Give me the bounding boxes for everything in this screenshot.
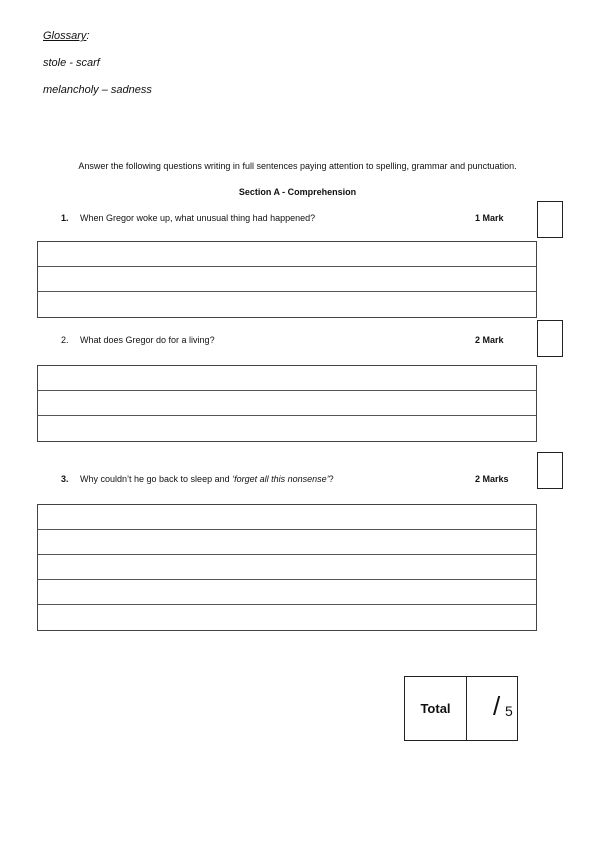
question-3-number: 3. <box>61 474 69 484</box>
question-2-number: 2. <box>61 335 69 345</box>
glossary-entry-stole: stole - scarf <box>43 57 100 69</box>
question-3-answer-box[interactable] <box>37 504 537 631</box>
question-3-text-before: Why couldn’t he go back to sleep and <box>80 474 233 484</box>
glossary-colon: : <box>86 30 90 42</box>
instructions-text: Answer the following questions writing in full sentences paying attention to spelling, grammar and punctuation. <box>78 161 517 171</box>
answer-line[interactable] <box>38 555 536 580</box>
total-score-cell[interactable] <box>467 677 517 740</box>
answer-line[interactable] <box>38 366 536 391</box>
question-2-marks: 2 Mark <box>475 335 504 345</box>
question-3-text-after: ? <box>328 474 334 484</box>
total-box <box>404 676 518 741</box>
answer-line[interactable] <box>38 580 536 605</box>
question-1-number: 1. <box>61 213 69 223</box>
question-1-text: When Gregor woke up, what unusual thing had happened? <box>80 213 316 223</box>
answer-line[interactable] <box>38 267 536 292</box>
glossary-title: Glossary <box>43 30 87 42</box>
question-1-answer-box[interactable] <box>37 241 537 318</box>
glossary-heading <box>43 30 89 42</box>
total-out-of: 5 <box>505 703 513 719</box>
question-2-mark-box[interactable] <box>537 320 563 357</box>
answer-line[interactable] <box>38 530 536 555</box>
question-3-text <box>80 474 334 484</box>
total-slash: / <box>493 691 501 721</box>
section-title: Section A - Comprehension <box>238 187 357 197</box>
question-1-marks: 1 Mark <box>475 213 504 223</box>
answer-line[interactable] <box>38 505 536 530</box>
question-3-marks: 2 Marks <box>475 474 509 484</box>
answer-line[interactable] <box>38 391 536 416</box>
question-2-answer-box[interactable] <box>37 365 537 442</box>
answer-line[interactable] <box>38 292 536 317</box>
answer-line[interactable] <box>38 242 536 267</box>
question-2-text: What does Gregor do for a living? <box>80 335 215 345</box>
answer-line[interactable] <box>38 605 536 630</box>
question-3-quote: ‘forget all this nonsense’ <box>232 474 329 484</box>
question-3-mark-box[interactable] <box>537 452 563 489</box>
answer-line[interactable] <box>38 416 536 441</box>
question-1-mark-box[interactable] <box>537 201 563 238</box>
glossary-entry-melancholy: melancholy – sadness <box>43 84 152 96</box>
total-label: Total <box>405 677 467 740</box>
